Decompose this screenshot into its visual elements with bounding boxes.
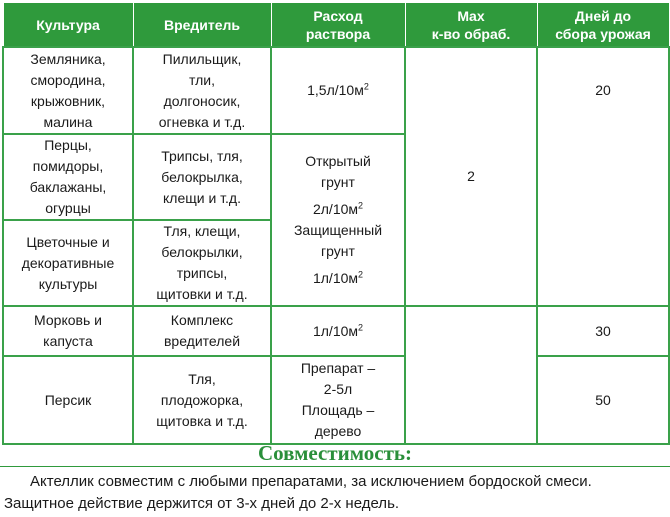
max-treatments-empty-cell [405, 356, 537, 444]
days-cell: 30 [537, 306, 669, 356]
days-cell: 20 [537, 47, 669, 306]
max-treatments-empty-cell [405, 306, 537, 356]
table-row [3, 47, 669, 134]
culture-cell: Персик [3, 356, 133, 444]
culture-cell: Морковь и капуста [3, 306, 133, 356]
header-days-to-harvest: Дней до сбора урожая [537, 3, 669, 48]
culture-cell: Перцы, помидоры, баклажаны, огурцы [3, 134, 133, 220]
consumption-cell: Препарат – 2-5л Площадь – дерево [271, 356, 405, 444]
pest-cell: Трипсы, тля, белокрылка, клещи и т.д. [133, 134, 271, 220]
header-row [3, 3, 669, 48]
compatibility-text [4, 471, 666, 515]
pest-cell: Комплекс вредителей [133, 306, 271, 356]
max-treatments-cell: 2 [405, 47, 537, 306]
consumption-cell: $1л/10м^2$ [271, 306, 405, 356]
pest-cell: Пилильщик, тли, долгоносик, огневка и т.д. [133, 47, 271, 134]
consumption-cell: $1,5л/10м^2$ [271, 47, 405, 134]
header-pest: Вредитель [133, 3, 271, 48]
consumption-merged-cell: Открытый грунт $2л/10м^2$ Защищенный грунт $1л/10м^2$ [271, 134, 405, 306]
culture-cell: Цветочные и декоративные культуры [3, 220, 133, 306]
divider [0, 466, 670, 467]
days-cell: 50 [537, 356, 669, 444]
compatibility-line-1: Актеллик совместим с любыми препаратами, за исключением бордоской смеси. [30, 473, 592, 490]
table-row [3, 306, 669, 356]
compatibility-title: Совместимость: [257, 441, 412, 465]
table-row [3, 356, 669, 444]
culture-cell: Земляника, смородина, крыжовник, малина [3, 47, 133, 134]
header-culture: Культура [3, 3, 133, 48]
pest-cell: Тля, плодожорка, щитовка и т.д. [133, 356, 271, 444]
header-max-treatments: Max к-во обраб. [405, 3, 537, 48]
pesticide-table [2, 2, 670, 445]
compatibility-line-2: Защитное действие держится от 3-х дней до 2-х недель. [4, 495, 400, 512]
pest-cell: Тля, клещи, белокрылки, трипсы, щитовки и т.д. [133, 220, 271, 306]
header-consumption: Расход раствора [271, 3, 405, 48]
